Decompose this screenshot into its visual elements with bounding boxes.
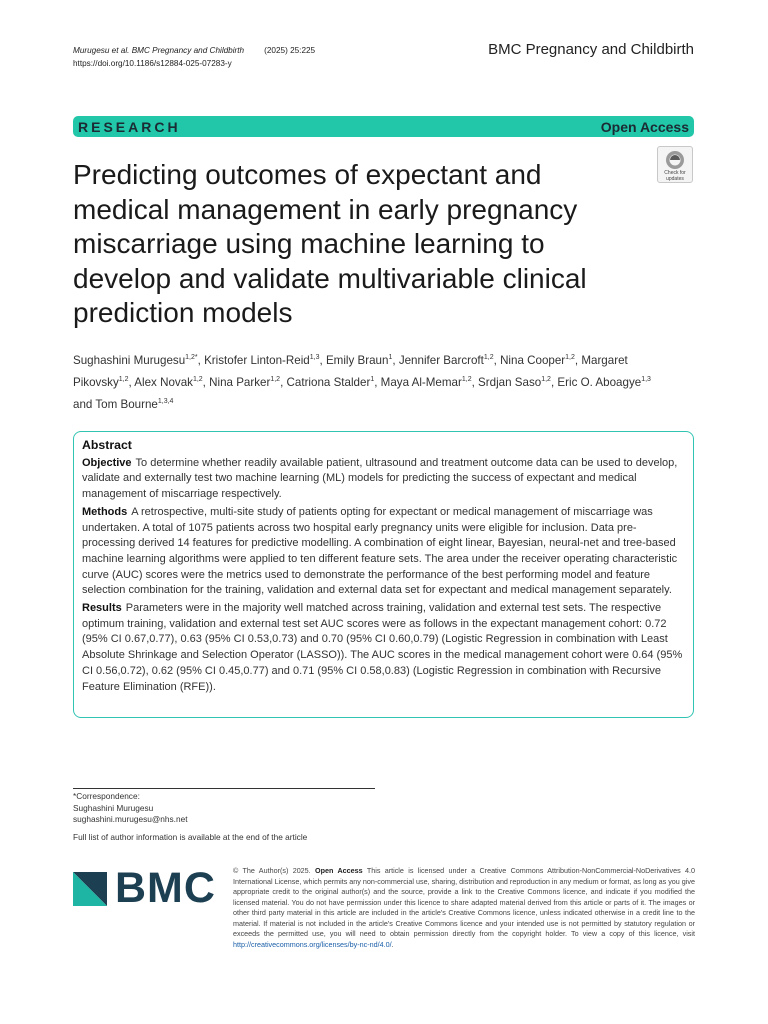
author-affiliation: 1,3: [641, 375, 651, 383]
author-affiliation: 1,2: [565, 354, 575, 361]
bmc-logo-icon: [73, 872, 107, 906]
check-updates-line2: updates: [666, 176, 684, 182]
running-header: [73, 44, 315, 70]
article-type-banner: [73, 116, 694, 137]
check-for-updates-badge[interactable]: [657, 146, 693, 183]
author-affiliation: 1,2: [461, 375, 472, 383]
article-title: Predicting outcomes of expectant and medical management in early pregnancy miscarriage using machine learning to develop and validate multivariable clinical prediction models: [73, 159, 587, 328]
header-doi[interactable]: https://doi.org/10.1186/s12884-025-07283-y: [73, 59, 232, 68]
methods-text: A retrospective, multi-site study of patients opting for expectant or medical management of miscarriage was undertaken. A total of 1075 patients across two hospital early pregnancy units were eligible for inclusion. Data pre-processing derived 14 features for predictive modelling. A combination of eight linear, Bayesian, neural-net and tree-based machine learning algorithms were applied to ten different feature sets. The area under the receiver operating characteristic curve (AUC) scores were the metrics used to demonstrate the performance of the best performing model and feature selection combination for the training, validation and external data set for expectant and medical management separately.: [82, 505, 678, 597]
author-affiliation: 1,2: [483, 354, 494, 361]
license-end: .: [391, 939, 394, 949]
article-type-label: RESEARCH: [78, 118, 181, 135]
license-statement: [233, 866, 695, 950]
footnote-divider: [73, 788, 375, 789]
author-name: Jennifer Barcroft: [398, 353, 484, 367]
author-affiliation: 1,3: [309, 354, 320, 361]
author-affiliation: 1,2*: [185, 354, 198, 361]
correspondence-email[interactable]: sughashini.murugesu@nhs.net: [73, 814, 188, 824]
author-name: Alex Novak: [134, 375, 193, 389]
correspondence-label: *Correspondence:: [73, 791, 140, 801]
author-affiliation: 1: [388, 354, 393, 361]
header-citation: Murugesu et al. BMC Pregnancy and Childbirth: [73, 46, 245, 55]
abstract-methods: [82, 505, 685, 599]
author-list: Sughashini Murugesu$^{1,2*}$, Kristofer Linton-Reid$^{1,3}$, Emily Braun$^1$, Jennifer Barcroft$^{1,2}$, Nina Cooper$^{1,2}$, Margaret Pikovsky$^{1,2}$, Alex Novak$^{1,2}$, Nina Parker$^{1,2}$, Catriona Stalder$^1$, Maya Al-Memar$^{1,2}$, Srdjan Saso$^{1,2}$, Eric O. Aboagye$^{1,3}$ and Tom Bourne$^{1,3,4}$: [73, 353, 651, 411]
author-name: Nina Cooper: [500, 353, 566, 367]
author-name: Tom Bourne: [95, 397, 158, 411]
correspondence-block: [73, 791, 188, 826]
author-affiliation: 1,2: [118, 375, 129, 383]
author-name: Margaret Pikovsky: [73, 353, 628, 389]
author-info-note: Full list of author information is available at the end of the article: [73, 832, 308, 842]
author-affiliation: 1,2: [541, 375, 551, 383]
objective-label: Objective: [82, 456, 132, 469]
license-text: This article is licensed under a Creative Commons Attribution-NonCommercial-NoDerivatives 4.0 International License, which permits any non-commercial use, sharing, distribution and reproduction in any medium or format, as long as you give appropriate credit to the original author(s) and the source, provide a link to the Creative Commons licence, and indicate if you modified the licensed material. You do not have permission under this licence to share adapted material derived from this article or parts of it. The images or other third party material in this article are included in the article's Creative Commons licence, unless indicated otherwise in a credit line to the material. If material is not included in the article's Creative Commons licence and your intended use is not permitted by statutory regulation or exceeds the permitted use, you will need to obtain permission directly from the copyright holder. To view a copy of this licence, visit: [233, 866, 695, 938]
results-text: Parameters were in the majority well matched across training, validation and external test sets. The respective optimum training, validation and external test set AUC scores were as follows in the expectant management cohort: 0.72 (95% CI 0.67,0.77), 0.63 (95% CI 0.53,0.73) and 0.70 (95% CI 0.60,0.79) (Logistic Regression in combination with Least Absolute Shrinkage and Selection Operator (LASSO)). The AUC scores in the medical management cohort were 0.64 (95% CI 0.56,0.72), 0.62 (95% CI 0.45,0.77) and 0.71 (95% CI 0.58,0.83) (Logistic Regression in combination with Recursive Feature Elimination (RFE)).: [82, 602, 683, 693]
check-updates-line1: Check for: [664, 170, 686, 176]
abstract-box: [73, 431, 694, 718]
license-open-access: Open Access: [315, 866, 363, 875]
abstract-results: [82, 601, 685, 695]
correspondence-name: Sughashini Murugesu: [73, 802, 154, 813]
author-name: Eric O. Aboagye: [557, 375, 642, 389]
author-affiliation: 1: [370, 375, 375, 383]
author-affiliation: 1,3,4: [157, 397, 174, 405]
license-copyright: © The Author(s) 2025.: [233, 866, 311, 875]
header-volume: (2025) 25:225: [264, 46, 316, 55]
author-name: Srdjan Saso: [478, 375, 542, 389]
methods-label: Methods: [82, 505, 128, 518]
author-affiliation: 1,2: [192, 375, 203, 383]
abstract-objective: [82, 456, 685, 503]
author-name: Sughashini Murugesu: [73, 353, 186, 367]
author-name: Maya Al-Memar: [380, 375, 462, 389]
license-link[interactable]: http://creativecommons.org/licenses/by-nc-nd/4.0/: [233, 939, 392, 949]
author-name: Emily Braun: [325, 353, 389, 367]
check-updates-icon: [665, 150, 685, 170]
author-name: Nina Parker: [209, 375, 271, 389]
results-label: Results: [82, 602, 122, 615]
abstract-heading: Abstract: [82, 438, 132, 452]
journal-name: BMC Pregnancy and Childbirth: [488, 41, 694, 58]
open-access-label: Open Access: [600, 118, 689, 135]
objective-text: To determine whether readily available patient, ultrasound and treatment outcome data can be used to develop, validate and externally test two machine learning (ML) models for predicting the success of expectant and medical management of miscarriage respectively.: [82, 456, 678, 501]
author-name: Kristofer Linton-Reid: [204, 353, 310, 367]
bmc-logo-text: BMC: [115, 864, 216, 912]
author-name: Catriona Stalder: [286, 375, 371, 389]
bmc-logo: [73, 864, 216, 913]
author-affiliation: 1,2: [270, 375, 281, 383]
